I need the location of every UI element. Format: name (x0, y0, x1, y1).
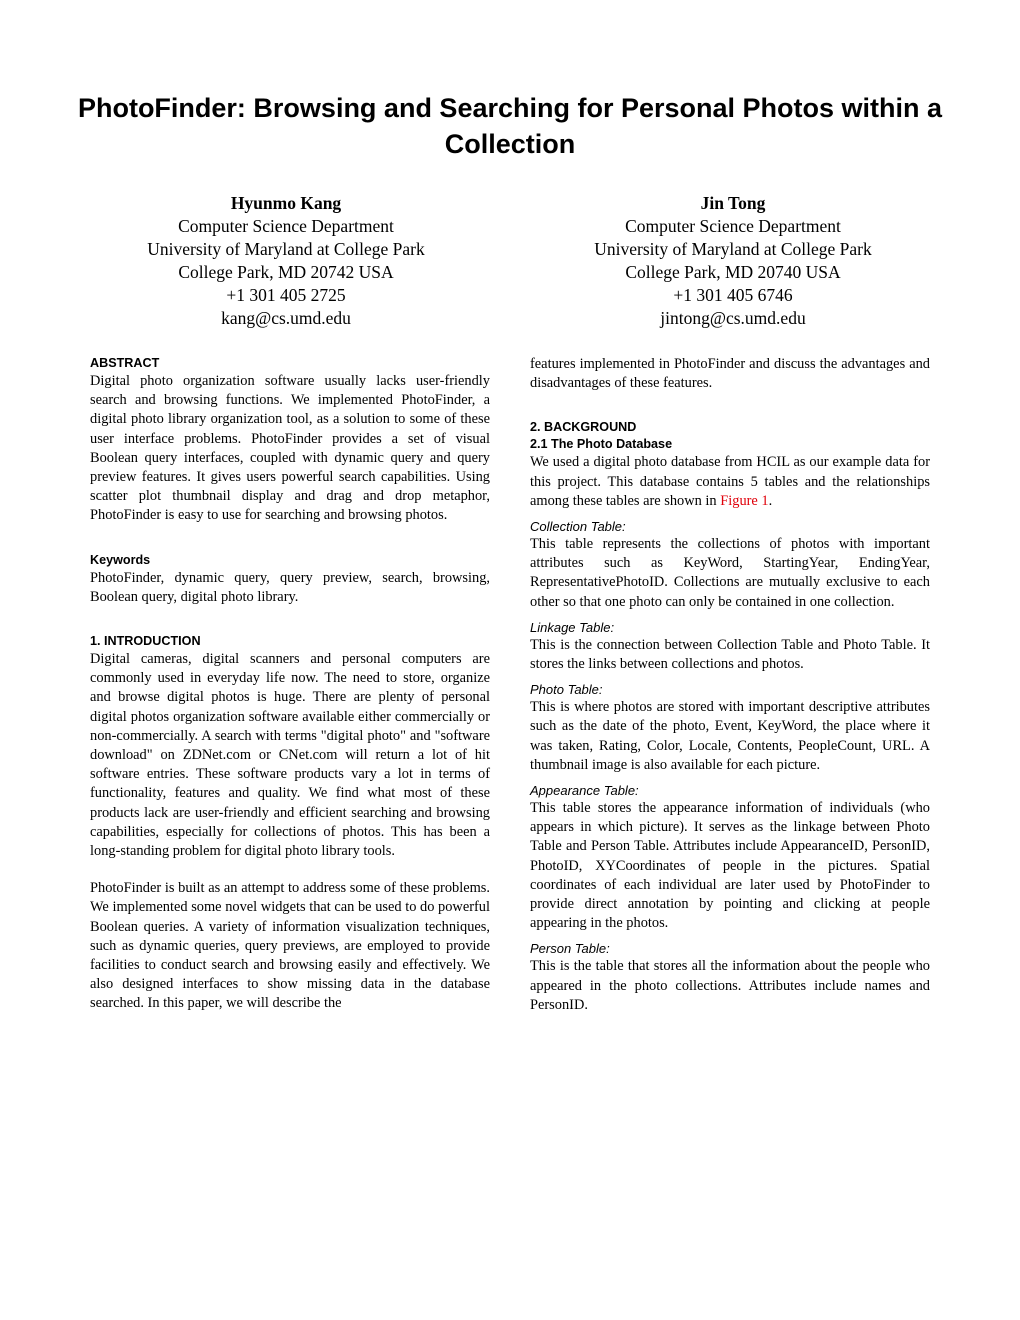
author-email[interactable]: kang@cs.umd.edu (221, 308, 351, 328)
author-block-1 (76, 192, 496, 330)
author-department: Computer Science Department (625, 216, 841, 236)
author-block-2 (523, 192, 943, 330)
author-email[interactable]: jintong@cs.umd.edu (660, 308, 806, 328)
paper-title: PhotoFinder: Browsing and Searching for Personal Photos within a Collection (77, 93, 943, 159)
introduction-continuation: features implemented in PhotoFinder and discuss the advantages and disadvantages of these features. (530, 356, 930, 392)
author-university: University of Maryland at College Park (594, 239, 872, 259)
introduction-heading: 1. INTRODUCTION (90, 634, 201, 649)
author-phone: +1 301 405 6746 (673, 285, 793, 305)
introduction-paragraph-1: Digital cameras, digital scanners and personal computers are commonly used in everyday life now. The need to store, organize and browse digital photos is huge. There are plenty of personal digital photos organization software available either commercially or non-commercially. A search with terms "digital photo" and "software download" on ZDNet.com or CNet.com will return a lot of hit software entries. These software products vary a lot in terms of functionality, features and quality. We find what most of these products lack are user-friendly and efficient searching and browsing capabilities, especially for collections of photos. This has been a long-standing problem for digital photo library tools. (90, 651, 490, 860)
author-address: College Park, MD 20742 USA (178, 262, 394, 282)
linkage-table-heading: Linkage Table: (530, 619, 615, 635)
author-name: Hyunmo Kang (230, 193, 342, 213)
author-university: University of Maryland at College Park (147, 239, 425, 259)
abstract-text: Digital photo organization software usually lacks user-friendly search and browsing functions. We implemented PhotoFinder, a digital photo library organization tool, as a solution to some of these user interface problems. PhotoFinder provides a set of visual Boolean query interfaces, coupled with dynamic query and query preview features. It gives users powerful search capabilities. Using scatter plot thumbnail display and drag and drop metaphor, PhotoFinder is easy to use for searching and browsing photos. (90, 373, 490, 524)
introduction-paragraph-2: PhotoFinder is built as an attempt to address some of these problems. We implemented some novel widgets that can be used to do powerful Boolean queries. A variety of information visualization techniques, such as dynamic queries, query previews, are employed to provide facilities to conduct search and browsing easily and effectively. We also designed interfaces to show missing data in the database searched. In this paper, we will describe the (90, 880, 490, 1012)
keywords-heading: Keywords (90, 552, 151, 567)
abstract-heading: ABSTRACT (90, 356, 160, 370)
photo-database-subheading: 2.1 The Photo Database (530, 437, 673, 452)
photo-table-text: This is where photos are stored with important descriptive attributes such as the date of the photo, Event, KeyWord, the place where it was taken, Rating, Color, Locale, Contents, PeopleCount, URL. A thumbnail image is also available for each picture. (530, 699, 930, 773)
author-name: Jin Tong (700, 193, 766, 213)
author-address: College Park, MD 20740 USA (625, 262, 841, 282)
appearance-table-heading: Appearance Table: (530, 783, 639, 799)
background-heading: 2. BACKGROUND (530, 420, 637, 435)
figure-1-link[interactable]: Figure 1 (720, 492, 769, 509)
right-column (530, 355, 930, 1015)
collection-table-text: This table represents the collections of photos with important attributes such as KeyWord, StartingYear, EndingYear, RepresentativePhotoID. Collections are mutually exclusive to each other so that one photo can only be contained in one collection. (530, 536, 930, 610)
linkage-table-text: This is the connection between Collection Table and Photo Table. It stores the links between collections and photos. (530, 636, 930, 673)
keywords-text: PhotoFinder, dynamic query, query preview, search, browsing, Boolean query, digital photo library. (90, 569, 490, 605)
photo-table-heading: Photo Table: (530, 682, 603, 698)
author-phone: +1 301 405 2725 (226, 285, 346, 305)
left-column (90, 355, 490, 1014)
person-table-text: This is the table that stores all the information about the people who appeared in the photo collections. Attributes include names and PersonID. (530, 958, 930, 1013)
photo-database-text: We used a digital photo database from HCIL as our example data for this project. This database contains 5 tables and the relationships among these tables are shown in Figure 1. (530, 454, 930, 509)
collection-table-heading: Collection Table: (530, 519, 626, 535)
person-table-heading: Person Table: (530, 941, 610, 957)
author-department: Computer Science Department (178, 216, 394, 236)
appearance-table-text: This table stores the appearance information of individuals (who appears in which picture). It serves as the linkage between Photo Table and Person Table. Attributes include AppearanceID, PersonID, PhotoID, XYCoordinates of people in the pictures. Spatial coordinates of each individual are later used by PhotoFinder to provide direct annotation by pointing and clicking at people appearing in the photos. (530, 800, 930, 932)
